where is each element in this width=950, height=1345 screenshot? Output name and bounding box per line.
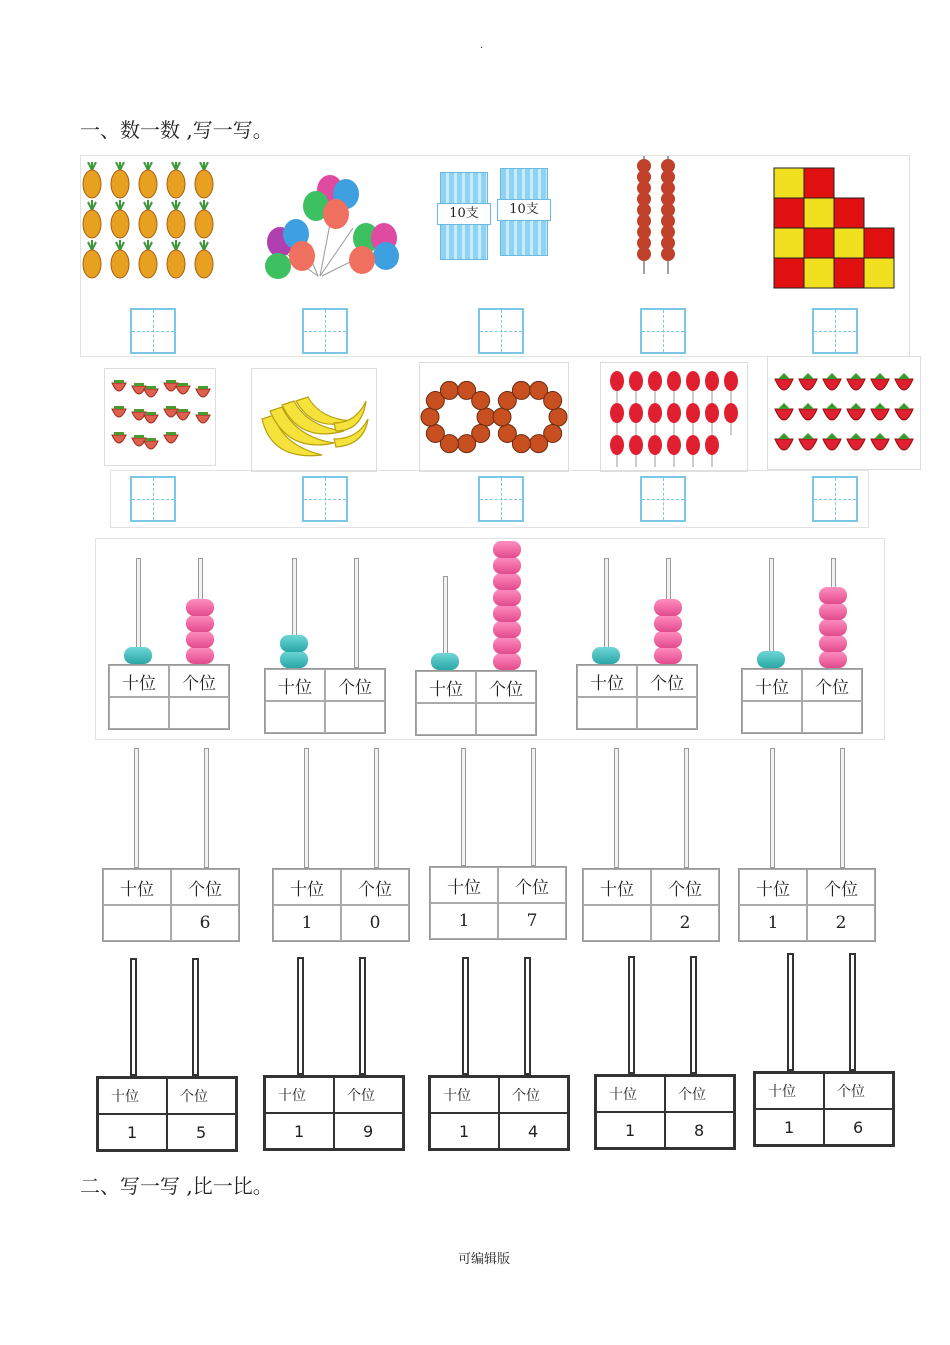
tens-rod xyxy=(304,748,309,868)
ones-bead xyxy=(654,647,682,664)
ones-label: 个位 xyxy=(637,665,697,697)
red-balloons-icon xyxy=(600,362,748,472)
straw-label: 10支 xyxy=(437,203,491,225)
place-value-table xyxy=(415,670,537,736)
tens-label: 十位 xyxy=(103,869,171,905)
ones-label: 个位 xyxy=(499,1077,568,1113)
tens-rod xyxy=(787,953,794,1071)
ones-label: 个位 xyxy=(341,869,409,905)
tens-bead xyxy=(757,651,785,668)
tens-digit: 1 xyxy=(739,905,807,941)
ones-digit: 4 xyxy=(499,1113,568,1149)
tens-bead xyxy=(592,647,620,664)
tens-digit: 1 xyxy=(430,1113,499,1149)
ones-bead xyxy=(819,619,847,636)
ones-bead xyxy=(493,653,521,670)
header-mark: . xyxy=(480,40,484,51)
tens-label: 十位 xyxy=(596,1076,665,1112)
ones-answer[interactable] xyxy=(476,703,536,735)
ones-answer[interactable] xyxy=(169,697,229,729)
place-value-table xyxy=(108,664,230,730)
answer-box[interactable] xyxy=(302,308,348,354)
ones-bead xyxy=(493,621,521,638)
place-value-table xyxy=(263,1075,405,1151)
ones-digit: 7 xyxy=(498,903,566,939)
ones-answer[interactable] xyxy=(637,697,697,729)
tens-rod xyxy=(134,748,139,868)
footer-text: 可编辑版 xyxy=(458,1252,511,1267)
ones-rod xyxy=(690,956,697,1074)
ones-label: 个位 xyxy=(665,1076,734,1112)
ones-label: 个位 xyxy=(169,665,229,697)
tens-digit: 1 xyxy=(430,903,498,939)
ones-bead xyxy=(654,599,682,616)
answer-box[interactable] xyxy=(640,476,686,522)
tens-rod xyxy=(462,957,469,1075)
tens-label: 十位 xyxy=(583,869,651,905)
tens-answer[interactable] xyxy=(265,701,325,733)
ones-rod xyxy=(204,748,209,868)
ones-label: 个位 xyxy=(807,869,875,905)
answer-box[interactable] xyxy=(812,476,858,522)
tens-label: 十位 xyxy=(273,869,341,905)
pineapples-icon xyxy=(82,162,218,284)
ones-digit: 5 xyxy=(167,1114,236,1150)
ones-digit: 9 xyxy=(334,1113,403,1149)
tens-label: 十位 xyxy=(430,1077,499,1113)
ones-rod xyxy=(359,957,366,1075)
answer-box[interactable] xyxy=(478,476,524,522)
tens-digit: 1 xyxy=(273,905,341,941)
candied-haws-icon xyxy=(628,156,684,276)
answer-box[interactable] xyxy=(640,308,686,354)
ones-bead xyxy=(493,605,521,622)
ones-label: 个位 xyxy=(802,669,862,701)
ones-label: 个位 xyxy=(325,669,385,701)
tens-label: 十位 xyxy=(742,669,802,701)
tens-label: 十位 xyxy=(577,665,637,697)
ones-label: 个位 xyxy=(498,867,566,903)
ones-digit: 0 xyxy=(341,905,409,941)
tens-label: 十位 xyxy=(265,1077,334,1113)
ones-rod xyxy=(354,558,359,668)
ones-digit: 8 xyxy=(665,1112,734,1148)
tens-answer[interactable] xyxy=(577,697,637,729)
tens-label: 十位 xyxy=(430,867,498,903)
ones-label: 个位 xyxy=(651,869,719,905)
strawberries-icon xyxy=(767,356,921,470)
ones-label: 个位 xyxy=(824,1073,893,1109)
ones-label: 个位 xyxy=(334,1077,403,1113)
ones-bead xyxy=(186,647,214,664)
tens-digit xyxy=(103,905,171,941)
answer-box[interactable] xyxy=(130,476,176,522)
place-value-table xyxy=(102,868,240,942)
tens-answer[interactable] xyxy=(416,703,476,735)
tens-label: 十位 xyxy=(416,671,476,703)
ones-answer[interactable] xyxy=(325,701,385,733)
place-value-table xyxy=(582,868,720,942)
tens-rod xyxy=(770,748,775,868)
ones-bead xyxy=(819,587,847,604)
section-1-title: 一、数一数 ,写一写。 xyxy=(80,118,273,142)
tens-digit: 1 xyxy=(265,1113,334,1149)
tens-label: 十位 xyxy=(265,669,325,701)
tens-rod xyxy=(461,748,466,866)
ones-digit: 6 xyxy=(824,1109,893,1145)
ones-rod xyxy=(840,748,845,868)
tens-bead xyxy=(280,635,308,652)
strawberries-pile-icon xyxy=(104,368,216,466)
place-value-table xyxy=(594,1074,736,1150)
tens-rod xyxy=(614,748,619,868)
tens-rod xyxy=(130,958,137,1076)
place-value-table xyxy=(428,1075,570,1151)
tens-label: 十位 xyxy=(755,1073,824,1109)
ones-bead xyxy=(186,631,214,648)
tens-bead xyxy=(280,651,308,668)
ones-rod xyxy=(531,748,536,866)
place-value-table xyxy=(576,664,698,730)
tens-label: 十位 xyxy=(98,1078,167,1114)
cubes-icon xyxy=(770,154,910,294)
ones-bead xyxy=(493,573,521,590)
ones-bead xyxy=(493,589,521,606)
place-value-table xyxy=(741,668,863,734)
ones-bead xyxy=(493,557,521,574)
place-value-table xyxy=(738,868,876,942)
tens-digit xyxy=(583,905,651,941)
tens-answer[interactable] xyxy=(742,701,802,733)
tens-rod xyxy=(297,957,304,1075)
ones-label: 个位 xyxy=(171,869,239,905)
place-value-table xyxy=(96,1076,238,1152)
ones-bead xyxy=(493,541,521,558)
tens-bead xyxy=(124,647,152,664)
ones-label: 个位 xyxy=(476,671,536,703)
tens-bead xyxy=(431,653,459,670)
tens-label: 十位 xyxy=(739,869,807,905)
ones-rod xyxy=(524,957,531,1075)
ones-bead xyxy=(493,637,521,654)
tens-digit: 1 xyxy=(98,1114,167,1150)
ones-bead xyxy=(819,603,847,620)
ones-rod xyxy=(684,748,689,868)
ones-digit: 2 xyxy=(807,905,875,941)
section-2-title: 二、写一写 ,比一比。 xyxy=(80,1174,273,1198)
ones-digit: 6 xyxy=(171,905,239,941)
tens-answer[interactable] xyxy=(109,697,169,729)
ones-bead xyxy=(819,635,847,652)
answer-box[interactable] xyxy=(812,308,858,354)
ones-bead xyxy=(654,631,682,648)
place-value-table xyxy=(264,668,386,734)
ones-rod xyxy=(192,958,199,1076)
straw-bundle-2 xyxy=(500,168,548,256)
ones-label: 个位 xyxy=(167,1078,236,1114)
ones-answer[interactable] xyxy=(802,701,862,733)
bead-rings-icon xyxy=(419,362,569,472)
bananas-icon xyxy=(251,368,377,472)
answer-box[interactable] xyxy=(130,308,176,354)
place-value-table xyxy=(753,1071,895,1147)
answer-box[interactable] xyxy=(302,476,348,522)
ones-rod xyxy=(374,748,379,868)
tens-digit: 1 xyxy=(755,1109,824,1145)
place-value-table xyxy=(272,868,410,942)
tens-rod xyxy=(628,956,635,1074)
ones-bead xyxy=(654,615,682,632)
ones-bead xyxy=(186,599,214,616)
balloons-icon xyxy=(258,168,402,284)
tens-digit: 1 xyxy=(596,1112,665,1148)
ones-rod xyxy=(849,953,856,1071)
straw-bundle-1 xyxy=(440,172,488,260)
place-value-table xyxy=(429,866,567,940)
tens-label: 十位 xyxy=(109,665,169,697)
straw-label: 10支 xyxy=(497,199,551,221)
ones-bead xyxy=(819,651,847,668)
answer-box[interactable] xyxy=(478,308,524,354)
ones-bead xyxy=(186,615,214,632)
ones-digit: 2 xyxy=(651,905,719,941)
